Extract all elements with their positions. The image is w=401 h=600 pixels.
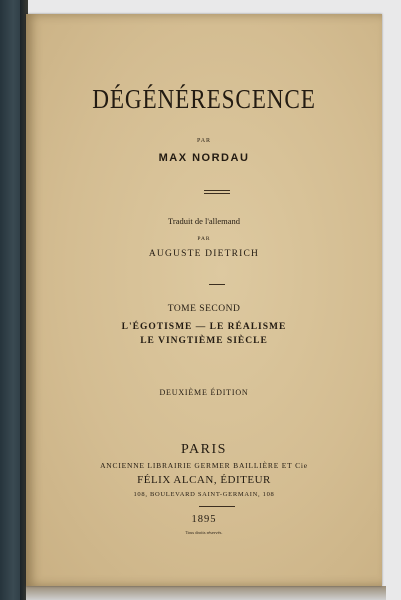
edition-label: DEUXIÈME ÉDITION [159,388,249,397]
publisher-address: 108, BOULEVARD SAINT-GERMAIN, 108 [133,491,275,498]
translation-note: Traduit de l'allemand [167,216,241,226]
divider-rule [199,506,235,507]
publication-city: PARIS [181,442,227,457]
divider-rule [209,284,225,285]
author-name: MAX NORDAU [158,152,250,164]
publication-year: 1895 [191,514,217,525]
by-label: PAR [196,138,212,144]
by-label-translator: PAR [197,236,211,242]
book-title: DÉGÉNÉRESCENCE [92,84,316,114]
title-page [26,14,382,586]
page-bottom-shadow [26,586,386,600]
publisher-line-1: ANCIENNE LIBRAIRIE GERMER BAILLIÈRE ET Cie [100,461,308,470]
publisher-line-2: FÉLIX ALCAN, ÉDITEUR [137,474,271,486]
translator-name: AUGUSTE DIETRICH [148,249,260,259]
subtitle-line-2: LE VINGTIÈME SIÈCLE [140,336,268,346]
volume-label: TOME SECOND [167,304,241,314]
subtitle-line-1: L'ÉGOTISME — LE RÉALISME [121,322,287,332]
divider-rule [204,193,230,194]
divider-rule [204,190,230,191]
rights-notice: Tous droits réservés. [185,530,223,535]
